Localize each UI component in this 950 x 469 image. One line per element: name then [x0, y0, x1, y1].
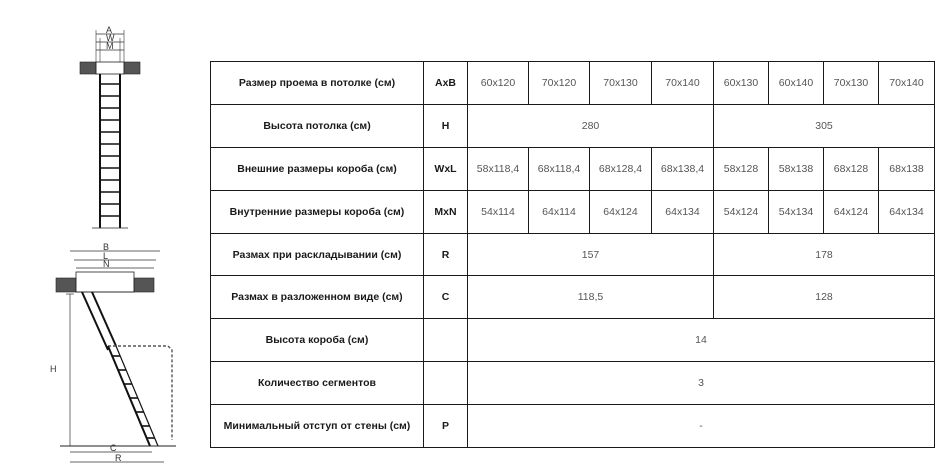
parameter-name: Высота короба (см): [211, 319, 424, 362]
parameter-symbol: WxL: [424, 147, 468, 190]
parameter-symbol: [424, 319, 468, 362]
value-cell: 68x118,4: [529, 147, 590, 190]
label-m: M: [106, 41, 114, 51]
value-cell: 68x128,4: [590, 147, 652, 190]
value-cell: -: [468, 405, 935, 448]
value-cell: 68x128: [824, 147, 879, 190]
table-row: [211, 405, 935, 448]
table-row: [211, 62, 935, 105]
value-cell: 58x138: [769, 147, 824, 190]
value-cell: 54x124: [714, 190, 769, 233]
table-row: [211, 233, 935, 276]
parameter-name: Размер проема в потолке (см): [211, 62, 424, 105]
value-cell: 68x138,4: [652, 147, 714, 190]
value-cell: 3: [468, 362, 935, 405]
parameter-name: Внешние размеры короба (см): [211, 147, 424, 190]
ladder-diagram: [0, 0, 200, 469]
value-cell: 128: [714, 276, 935, 319]
value-cell: 305: [714, 104, 935, 147]
value-cell: 70x140: [879, 62, 935, 105]
parameter-name: Размах в разложенном виде (см): [211, 276, 424, 319]
value-cell: 54x114: [468, 190, 529, 233]
parameter-name: Размах при раскладывании (см): [211, 233, 424, 276]
parameter-symbol: R: [424, 233, 468, 276]
parameter-symbol: AxB: [424, 62, 468, 105]
label-a: A: [106, 25, 113, 35]
parameter-name: Внутренние размеры короба (см): [211, 190, 424, 233]
value-cell: 60x130: [714, 62, 769, 105]
value-cell: 70x140: [652, 62, 714, 105]
value-cell: 64x134: [652, 190, 714, 233]
value-cell: 157: [468, 233, 714, 276]
label-w: W: [106, 33, 115, 43]
value-cell: 58x118,4: [468, 147, 529, 190]
value-cell: 70x130: [824, 62, 879, 105]
parameter-symbol: P: [424, 405, 468, 448]
parameter-symbol: [424, 362, 468, 405]
label-n: N: [103, 259, 110, 269]
value-cell: 70x120: [529, 62, 590, 105]
table-row: [211, 276, 935, 319]
table-row: [211, 104, 935, 147]
specifications-table: [210, 61, 935, 448]
ladder-front-view: [80, 25, 140, 228]
table-row: [211, 362, 935, 405]
label-h: H: [50, 364, 57, 374]
specifications-table-body: [211, 62, 935, 448]
table-row: [211, 147, 935, 190]
table-row: [211, 319, 935, 362]
label-l: L: [103, 251, 109, 261]
value-cell: 60x140: [769, 62, 824, 105]
value-cell: 70x130: [590, 62, 652, 105]
value-cell: 64x134: [879, 190, 935, 233]
value-cell: 178: [714, 233, 935, 276]
value-cell: 64x124: [824, 190, 879, 233]
value-cell: 64x124: [590, 190, 652, 233]
parameter-symbol: C: [424, 276, 468, 319]
value-cell: 58x128: [714, 147, 769, 190]
value-cell: 54x134: [769, 190, 824, 233]
value-cell: 118,5: [468, 276, 714, 319]
parameter-symbol: H: [424, 104, 468, 147]
value-cell: 60x120: [468, 62, 529, 105]
label-c: C: [110, 443, 117, 453]
value-cell: 280: [468, 104, 714, 147]
label-b: B: [103, 242, 110, 252]
value-cell: 64x114: [529, 190, 590, 233]
parameter-name: Высота потолка (см): [211, 104, 424, 147]
ladder-side-view: [50, 242, 176, 463]
value-cell: 14: [468, 319, 935, 362]
parameter-name: Количество сегментов: [211, 362, 424, 405]
parameter-name: Минимальный отступ от стены (см): [211, 405, 424, 448]
value-cell: 68x138: [879, 147, 935, 190]
label-r: R: [115, 453, 122, 463]
parameter-symbol: MxN: [424, 190, 468, 233]
table-row: [211, 190, 935, 233]
